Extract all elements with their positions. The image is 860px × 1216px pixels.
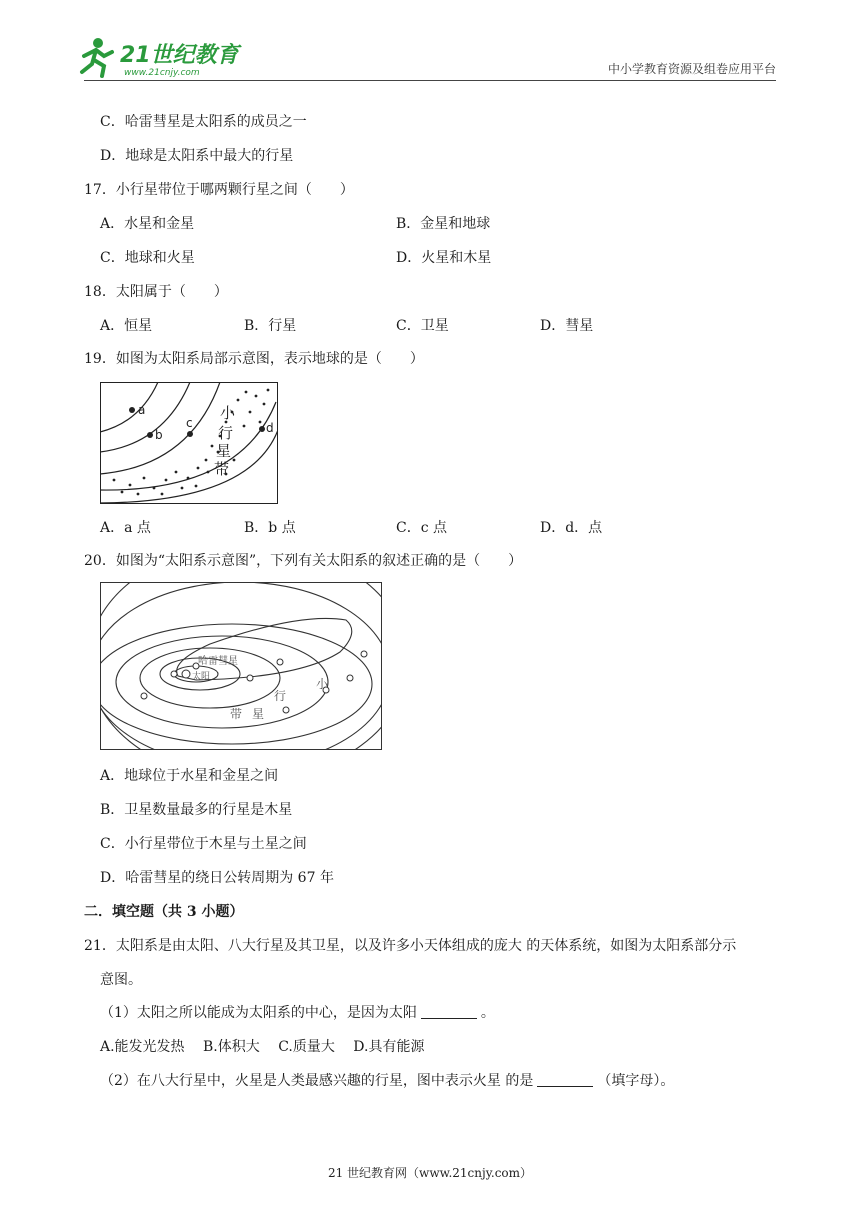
q19-belt-char-2: 行 [218,424,234,442]
q20-option-c: C．小行星带位于木星与土星之间 [100,836,307,852]
q19-option-c: C．c 点 [396,520,448,536]
q19-belt-char-3: 星 [216,442,232,460]
q20-label-star: 星 [252,707,265,721]
logo-url: www.21cnjy.com [124,68,200,78]
q21-sub2-blank[interactable] [537,1072,593,1087]
q17-stem: 17．小行星带位于哪两颗行星之间（ ） [84,182,354,198]
q19-solar-system-figure [100,382,278,504]
q20-label-planet: 行 [274,689,287,703]
q21-sub1 [100,1003,495,1023]
header-divider [84,80,776,81]
q20-option-b: B．卫星数量最多的行星是木星 [100,802,293,818]
q20-label-sun: 太阳 [192,672,211,682]
q19-stem: 19．如图为太阳系局部示意图，表示地球的是（ ） [84,351,424,367]
q16-option-c: C．哈雷彗星是太阳系的成员之一 [100,114,307,130]
runner-logo-icon [82,38,112,76]
q21-sub2 [100,1071,674,1091]
page-footer: 21 世纪教育网（www.21cnjy.com） [327,1166,533,1180]
q17-option-b: B．金星和地球 [396,216,491,232]
q21-sub2-text: （2）在八大行星中，火星是人类最感兴趣的行星，图中表示火星 的是 [100,1073,534,1089]
q18-stem: 18．太阳属于（ ） [84,284,228,300]
section-fill-in-title: 二．填空题（共 3 小题） [84,904,244,920]
q20-label-small: 小 [316,677,329,691]
q18-option-a: A．恒星 [100,318,153,334]
q21-sub1-text: （1）太阳之所以能成为太阳系的中心，是因为太阳 [100,1005,417,1021]
q17-option-a: A．水星和金星 [100,216,195,232]
q21-sub1-options: A.能发光发热 B.体积大 C.质量大 D.具有能源 [100,1039,425,1055]
q20-option-a: A．地球位于水星和金星之间 [100,768,279,784]
q19-option-b: B．b 点 [244,520,296,536]
q18-option-c: C．卫星 [396,318,449,334]
q19-label-b: b [155,428,163,442]
q21-sub1-blank[interactable] [421,1004,477,1019]
q19-label-a: a [138,403,146,417]
q19-label-d: d [266,421,274,435]
q20-label-comet: 哈雷彗星 [198,656,238,667]
q19-label-c: c [186,416,193,430]
q21-stem-line-1: 21．太阳系是由太阳、八大行星及其卫星，以及许多小天体组成的庞大 的天体系统，如图为太阳系部分示 [84,938,737,954]
q20-solar-system-figure [100,582,382,750]
q19-belt-char-4: 带 [214,460,230,478]
q19-belt-char-1: 小 [220,404,236,422]
q21-sub1-end: 。 [480,1005,495,1021]
site-logo [76,34,246,80]
q17-option-c: C．地球和火星 [100,250,195,266]
q20-stem: 20．如图为“太阳系示意图”，下列有关太阳系的叙述正确的是（ ） [84,553,523,569]
platform-name: 中小学教育资源及组卷应用平台 [607,62,776,76]
q21-sub2-end: （填字母）。 [597,1073,675,1089]
q17-option-d: D．火星和木星 [396,250,492,266]
q21-stem-line-2: 意图。 [100,972,142,988]
q18-option-d: D．彗星 [540,318,594,334]
logo-text: 21世纪教育 [120,43,239,68]
q19-option-a: A．a 点 [100,520,151,536]
q19-option-d: D．d．点 [540,520,603,536]
q16-option-d: D．地球是太阳系中最大的行星 [100,148,294,164]
q18-option-b: B．行星 [244,318,297,334]
q20-option-d: D．哈雷彗星的绕日公转周期为 67 年 [100,870,334,886]
q20-label-belt: 带 [230,707,243,721]
